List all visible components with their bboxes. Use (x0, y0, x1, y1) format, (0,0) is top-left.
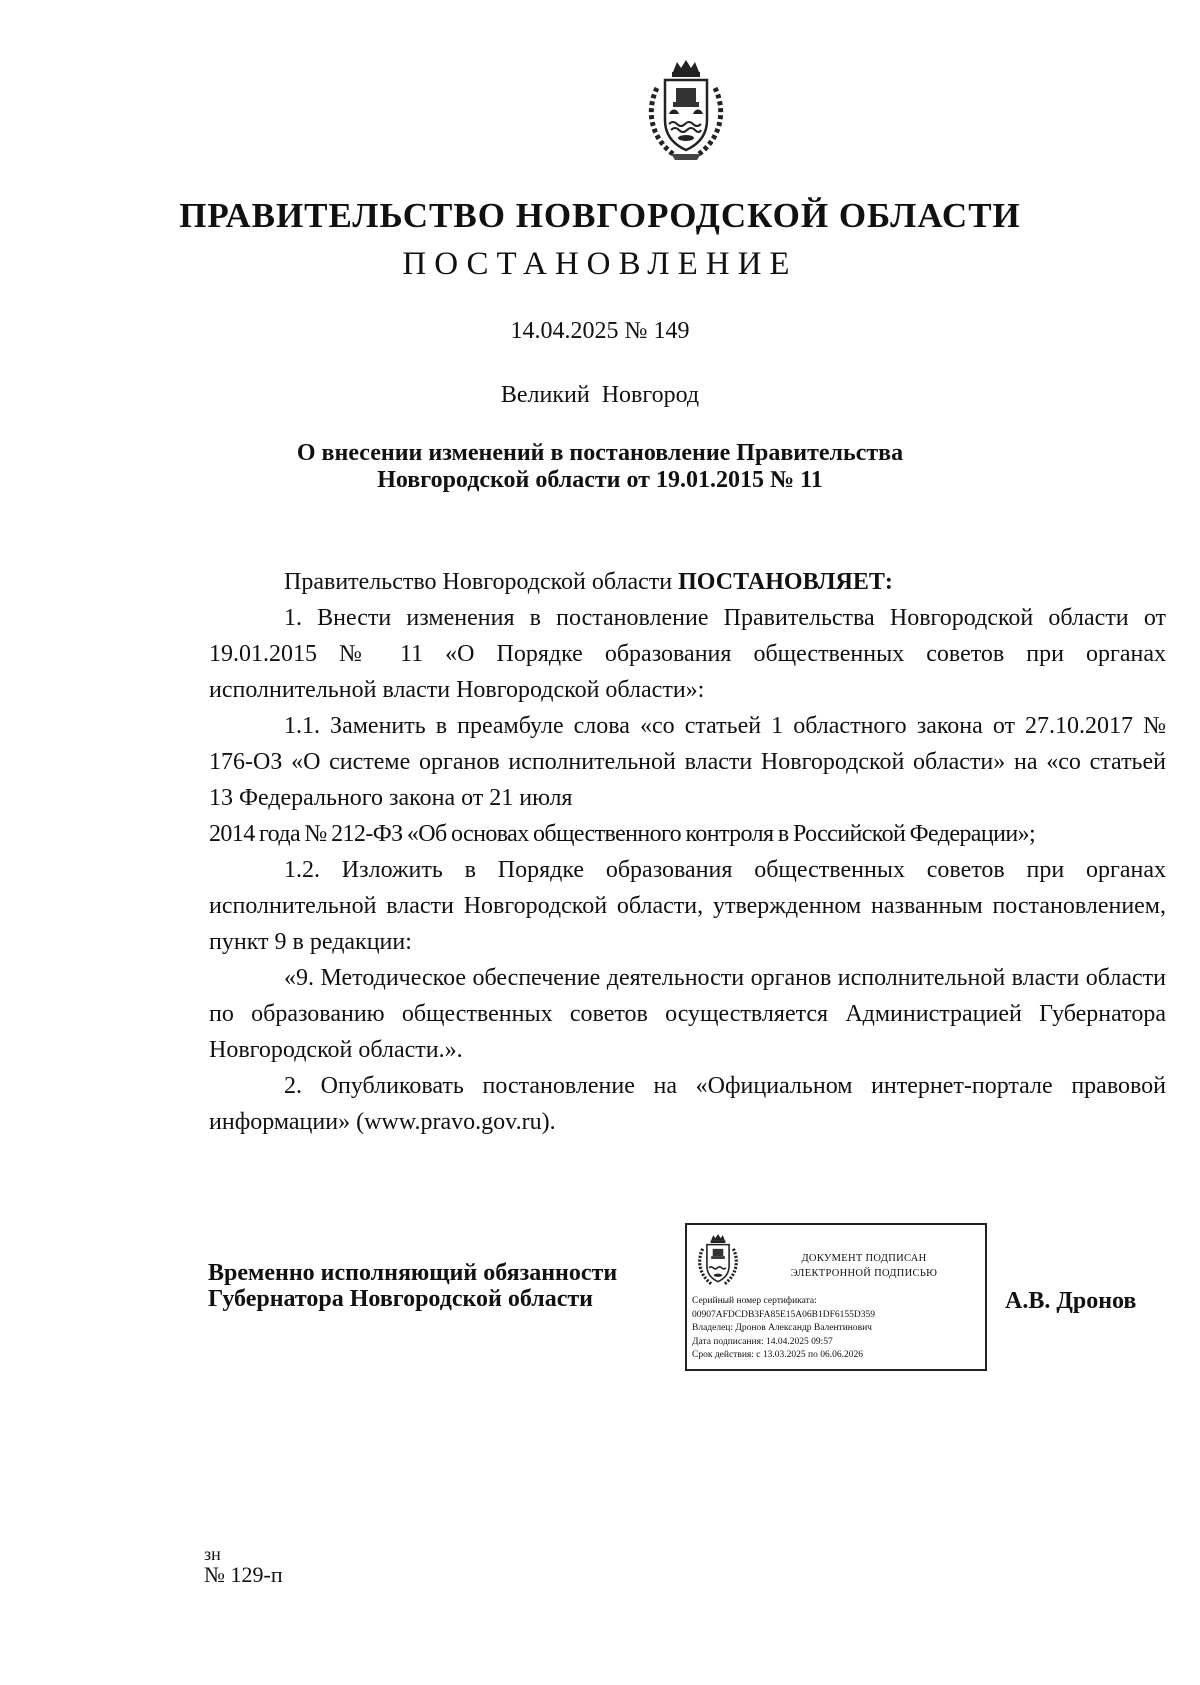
intro-resolve-word: ПОСТАНОВЛЯЕТ: (678, 569, 893, 595)
paragraph-2: 2. Опубликовать постановление на «Официальном интернет-портале правовой информации» (www.pravo.gov.ru). (209, 1073, 1166, 1135)
document-type: ПОСТАНОВЛЕНИЕ (402, 246, 798, 282)
intro-paragraph (209, 564, 1166, 600)
electronic-signature-stamp (685, 1223, 987, 1371)
document-title-line-1: О внесении изменений в постановление Правительства (296, 440, 904, 466)
stamp-details (692, 1295, 984, 1363)
signer-position-line-2: Губернатора Новгородской области (208, 1286, 594, 1312)
organization-name: ПРАВИТЕЛЬСТВО НОВГОРОДСКОЙ ОБЛАСТИ (179, 196, 1021, 235)
signer-position-line-1: Временно исполняющий обязанности (208, 1260, 618, 1286)
stamp-validity: Срок действия: с 13.03.2025 по 06.06.2026 (692, 1350, 863, 1360)
paragraph-1-1: 1.1. Заменить в преамбуле слова «со статьей 1 областного закона от 27.10.2017 № 176-ОЗ «О системе органов исполнительной власти Новгородской области» на «со статьей 13 Федерального закона от 21 июля (209, 713, 1166, 811)
registry-number: № 129-п (204, 1562, 283, 1587)
paragraph-9-quote: «9. Методическое обеспечение деятельности органов исполнительной власти области по образованию общественных советов осуществляется Администрацией Губернатора Новгородской области.». (209, 965, 1166, 1063)
stamp-coat-of-arms-icon (695, 1233, 741, 1289)
document-title-line-2: Новгородской области от 19.01.2015 № 11 (377, 467, 823, 493)
signer-name: А.В. Дронов (1005, 1288, 1137, 1314)
stamp-title-line-2: ЭЛЕКТРОННОЙ ПОДПИСЬЮ (790, 1268, 938, 1279)
stamp-sign-date: Дата подписания: 14.04.2025 09:57 (692, 1336, 833, 1347)
document-date-number: 14.04.2025 № 149 (510, 318, 690, 344)
registry-mark (204, 1545, 283, 1587)
stamp-owner: Владелец: Дронов Александр Валентинович (692, 1323, 872, 1333)
registry-initials: зн (204, 1544, 221, 1564)
intro-text: Правительство Новгородской области (284, 569, 679, 595)
paragraph-1-1-continuation: 2014 года № 212-ФЗ «Об основах общественного контроля в Российской Федерации»; (209, 821, 1036, 847)
document-city: Великий Новгород (500, 382, 700, 408)
stamp-cert-number: 00907AFDCDB3FA85E15A06B1DF6155D359 (692, 1309, 875, 1320)
coat-of-arms-icon (643, 58, 729, 164)
stamp-title-line-1: ДОКУМЕНТ ПОДПИСАН (801, 1253, 927, 1264)
paragraph-1-2: 1.2. Изложить в Порядке образования общественных советов при органах исполнительной власти Новгородской области, утвержденном названным постановлением, пункт 9 в редакции: (209, 857, 1166, 955)
stamp-cert-label: Серийный номер сертификата: (692, 1296, 817, 1306)
paragraph-1: 1. Внести изменения в постановление Правительства Новгородской области от 19.01.2015 № 11 «О Порядке образования общественных советов при органах исполнительной власти Новгородской области»: (209, 605, 1166, 703)
signer-position (208, 1260, 617, 1312)
stamp-title (745, 1251, 983, 1281)
document-title (0, 440, 1200, 494)
document-body (209, 564, 1166, 1140)
